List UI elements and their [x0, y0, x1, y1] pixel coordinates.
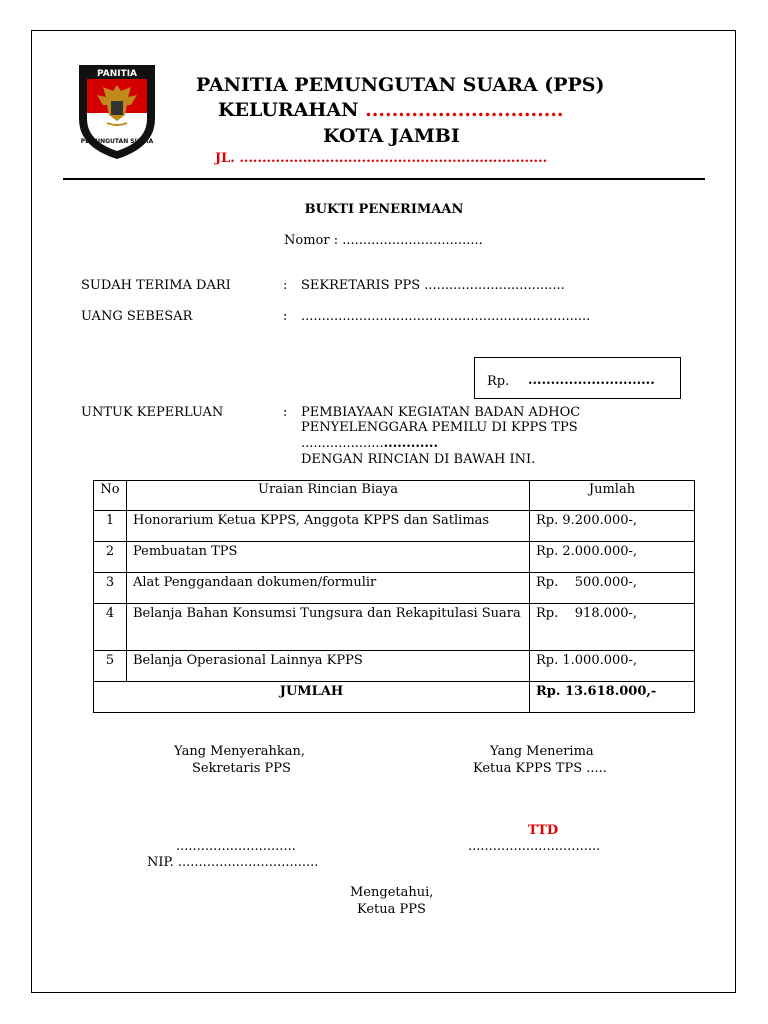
total-amount: Rp. 13.618.000,- [530, 682, 695, 713]
col-header-desc: Uraian Rincian Biaya [127, 481, 530, 511]
giver-title: Yang Menyerahkan, [174, 744, 306, 759]
logo-text-top: PANITIA [96, 69, 138, 79]
row-amount: Rp. 9.200.000-, [530, 511, 695, 542]
giver-signature-line: ............................. [176, 839, 296, 854]
header-divider [63, 178, 705, 180]
purpose-line4: DENGAN RINCIAN DI BAWAH INI. [301, 452, 536, 467]
purpose-line3 [301, 436, 438, 451]
table-row [94, 604, 695, 651]
document-title: BUKTI PENERIMAAN [304, 202, 464, 217]
document-number [284, 233, 483, 248]
kelurahan-blank: .............................. [365, 99, 564, 121]
row-amount: Rp. 500.000-, [530, 573, 695, 604]
number-blank: .................................. [342, 233, 483, 248]
row-desc: Honorarium Ketua KPPS, Anggota KPPS dan Satlimas [127, 511, 530, 542]
rp-blank: ............................ [528, 373, 655, 388]
row-desc: Pembuatan TPS [127, 542, 530, 573]
street-label: JL. [215, 151, 235, 166]
acknowledged-role: Ketua PPS [357, 902, 426, 917]
row-desc: Alat Penggandaan dokumen/formulir [127, 573, 530, 604]
from-sep: : [283, 278, 288, 293]
rp-amount-box [474, 357, 681, 399]
street-blank: .................................................................... [239, 151, 548, 166]
row-amount: Rp. 1.000.000-, [530, 651, 695, 682]
logo-text-bottom: PEMUNGUTAN SUARA [80, 138, 154, 145]
acknowledged-title: Mengetahui, [350, 885, 434, 900]
row-amount: Rp. 2.000.000-, [530, 542, 695, 573]
from-value: SEKRETARIS PPS .................................. [301, 278, 565, 293]
giver-nip: NIP. .................................. [147, 855, 319, 870]
from-label: SUDAH TERIMA DARI [81, 278, 231, 293]
purpose-line2: PENYELENGGARA PEMILU DI KPPS TPS [301, 420, 578, 435]
kelurahan-label: KELURAHAN [218, 99, 359, 121]
col-header-no: No [94, 481, 127, 511]
purpose-tps-blank: .................... [301, 436, 384, 451]
row-amount: Rp. 918.000-, [530, 604, 695, 651]
row-no: 1 [94, 511, 127, 542]
table-row [94, 511, 695, 542]
col-header-amount: Jumlah [530, 481, 695, 511]
table-row [94, 651, 695, 682]
receiver-role: Ketua KPPS TPS ..... [473, 761, 607, 776]
pps-emblem-logo [73, 61, 161, 161]
receiver-signature-line: ................................ [468, 839, 601, 854]
amount-sep: : [283, 309, 288, 324]
header-city: KOTA JAMBI [323, 125, 460, 147]
header-kelurahan [218, 99, 564, 121]
row-no: 2 [94, 542, 127, 573]
row-desc: Belanja Bahan Konsumsi Tungsura dan Rekapitulasi Suara [127, 604, 530, 651]
cost-breakdown-table [93, 480, 695, 713]
receiver-title: Yang Menerima [490, 744, 594, 759]
purpose-label: UNTUK KEPERLUAN [81, 405, 224, 420]
signature-ttd-mark: TTD [528, 823, 559, 838]
row-no: 4 [94, 604, 127, 651]
row-no: 3 [94, 573, 127, 604]
row-no: 5 [94, 651, 127, 682]
purpose-sep: : [283, 405, 288, 420]
table-header-row [94, 481, 695, 511]
amount-label: UANG SEBESAR [81, 309, 193, 324]
rp-label: Rp. [487, 374, 510, 389]
table-total-row [94, 682, 695, 713]
giver-role: Sekretaris PPS [192, 761, 291, 776]
table-row [94, 573, 695, 604]
header-org: PANITIA PEMUNGUTAN SUARA (PPS) [196, 74, 605, 96]
total-label: JUMLAH [94, 682, 530, 713]
table-row [94, 542, 695, 573]
amount-value: ...................................................................... [301, 309, 591, 324]
header-street [215, 151, 547, 166]
number-label: Nomor : [284, 233, 339, 248]
purpose-tps-blank-bold: ............ [383, 436, 438, 451]
row-desc: Belanja Operasional Lainnya KPPS [127, 651, 530, 682]
purpose-line1: PEMBIAYAAN KEGIATAN BADAN ADHOC [301, 405, 581, 420]
